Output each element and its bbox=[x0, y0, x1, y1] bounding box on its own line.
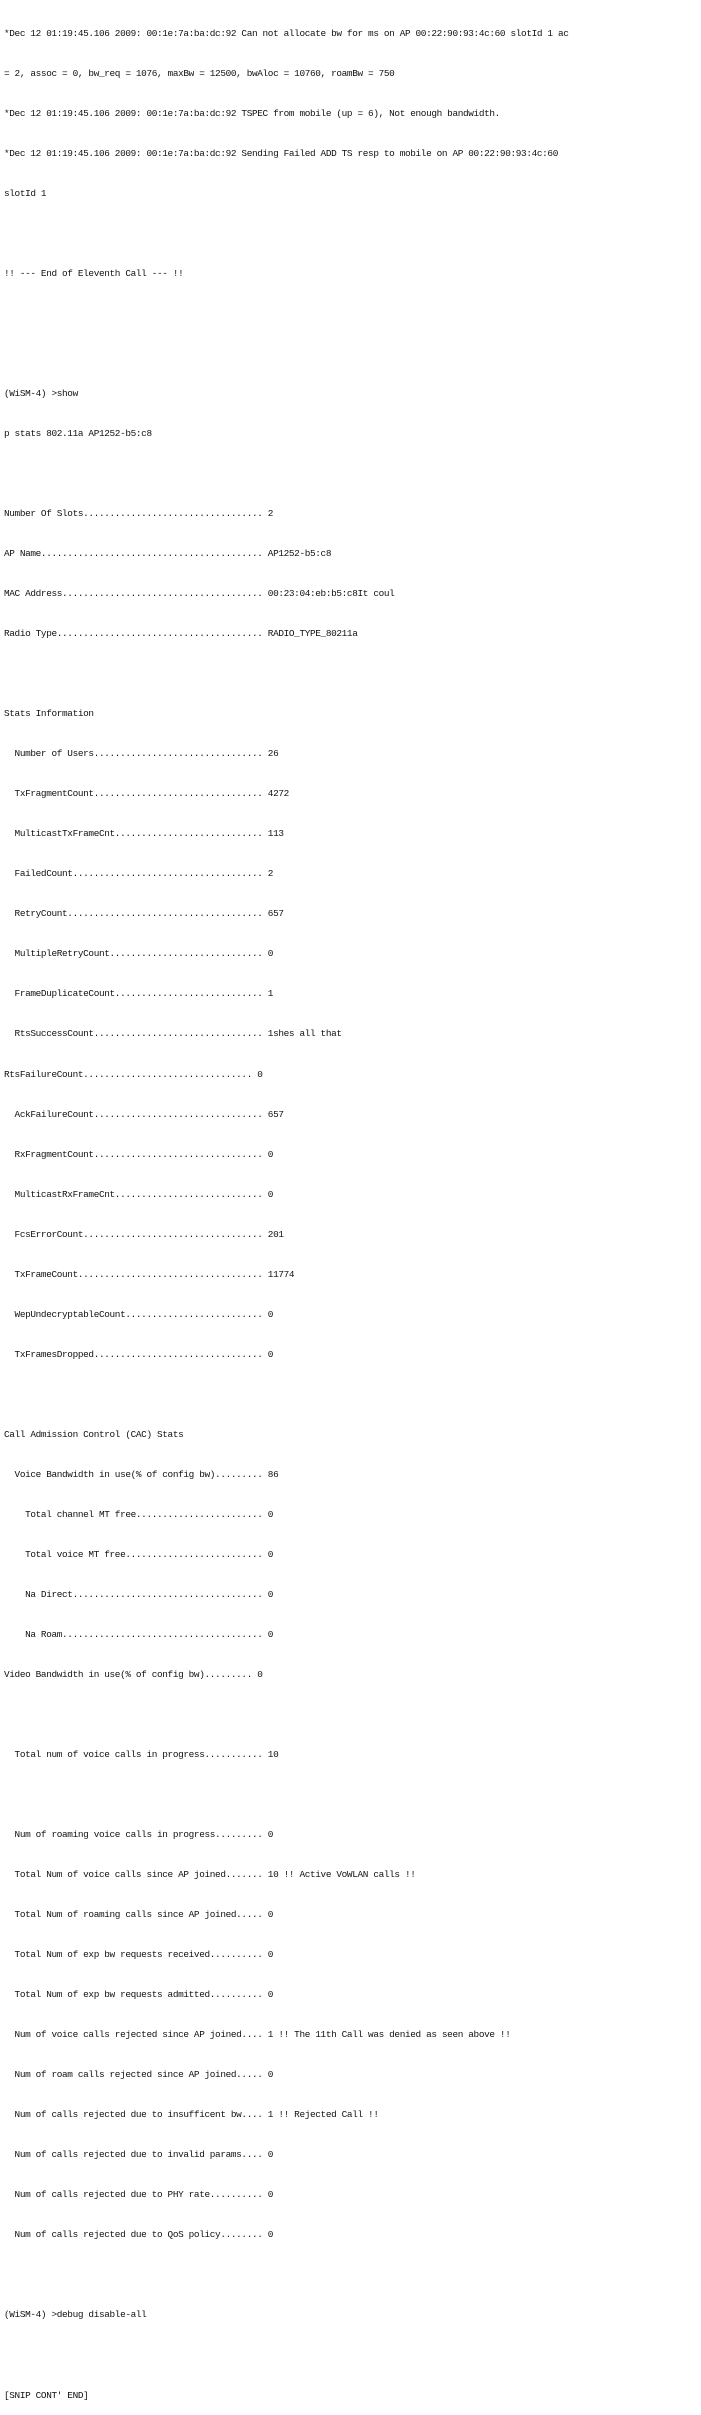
section-heading-stats: Stats Information bbox=[4, 708, 94, 720]
stat-row: Num of calls rejected due to QoS policy........ 0 bbox=[4, 2229, 274, 2241]
stat-row: Total Num of roaming calls since AP joined..... 0 bbox=[4, 1909, 274, 1921]
stat-row: Total Num of exp bw requests received.......... 0 bbox=[4, 1949, 274, 1961]
blank-line bbox=[4, 347, 701, 360]
stat-row: MultipleRetryCount............................. 0 bbox=[4, 948, 274, 960]
stat-row: Total Num of voice calls since AP joined....... 10 !! Active VoWLAN calls !! bbox=[4, 1869, 416, 1881]
stat-row: Num of calls rejected due to PHY rate.......... 0 bbox=[4, 2189, 274, 2201]
stat-row: Num of roaming voice calls in progress......... 0 bbox=[4, 1829, 274, 1841]
stat-row: RtsFailureCount................................ 0 bbox=[4, 1068, 263, 1080]
blank-line bbox=[4, 2349, 701, 2362]
stat-row: Voice Bandwidth in use(% of config bw)......... 86 bbox=[4, 1468, 279, 1480]
stat-row: FcsErrorCount.................................. 201 bbox=[4, 1228, 284, 1240]
stat-row: Num of roam calls rejected since AP joined..... 0 bbox=[4, 2069, 274, 2081]
stat-row: Total Num of exp bw requests admitted.......... 0 bbox=[4, 1989, 274, 2001]
stat-row: RxFragmentCount................................ 0 bbox=[4, 1148, 274, 1160]
terminal-output bbox=[4, 0, 701, 2415]
stat-row: Num of voice calls rejected since AP joined.... 1 !! The 11th Call was denied as seen above !! bbox=[4, 2029, 511, 2041]
stat-row-number-of-slots: Number Of Slots.................................. 2 bbox=[4, 508, 274, 520]
stat-row: RetryCount..................................... 657 bbox=[4, 908, 284, 920]
blank-line bbox=[4, 1788, 701, 1801]
stat-row: Video Bandwidth in use(% of config bw)......... 0 bbox=[4, 1668, 263, 1680]
stat-row: Num of calls rejected due to invalid params.... 0 bbox=[4, 2149, 274, 2161]
stat-row: Num of calls rejected due to insufficent bw.... 1 !! Rejected Call !! bbox=[4, 2109, 379, 2121]
blank-line bbox=[4, 227, 701, 240]
blank-line bbox=[4, 1388, 701, 1401]
stat-row: FailedCount.................................... 2 bbox=[4, 868, 274, 880]
blank-line bbox=[4, 1708, 701, 1721]
stat-row: RtsSuccessCount................................ 1shes all that bbox=[4, 1028, 342, 1040]
stat-row: AckFailureCount................................ 657 bbox=[4, 1108, 284, 1120]
blank-line bbox=[4, 2268, 701, 2281]
stat-row-mac-address: MAC Address...................................... 00:23:04:eb:b5:c8It coul bbox=[4, 588, 395, 600]
section-heading-cac: Call Admission Control (CAC) Stats bbox=[4, 1428, 184, 1440]
command-line: p stats 802.11a AP1252-b5:c8 bbox=[4, 428, 152, 439]
stat-row-radio-type: Radio Type....................................... RADIO_TYPE_80211a bbox=[4, 628, 358, 640]
stat-row: Total num of voice calls in progress........... 10 bbox=[4, 1749, 279, 1761]
stat-row: TxFramesDropped................................ 0 bbox=[4, 1348, 274, 1360]
stat-row: MulticastTxFrameCnt............................ 113 bbox=[4, 828, 284, 840]
blank-line bbox=[4, 307, 701, 320]
stat-row: Total voice MT free.......................... 0 bbox=[4, 1548, 274, 1560]
stat-row: Na Direct.................................... 0 bbox=[4, 1588, 274, 1600]
stat-row-ap-name: AP Name.......................................... AP1252-b5:c8 bbox=[4, 548, 332, 560]
stat-row: FrameDuplicateCount............................ 1 bbox=[4, 988, 274, 1000]
stat-row: TxFragmentCount................................ 4272 bbox=[4, 788, 289, 800]
section-comment: !! --- End of Eleventh Call --- !! bbox=[4, 267, 184, 279]
log-line: = 2, assoc = 0, bw_req = 1076, maxBw = 12500, bwAloc = 10760, roamBw = 750 bbox=[4, 67, 395, 79]
stat-row: WepUndecryptableCount.......................... 0 bbox=[4, 1308, 274, 1320]
stat-row: Number of Users................................ 26 bbox=[4, 748, 279, 760]
log-line: *Dec 12 01:19:45.106 2009: 00:1e:7a:ba:dc:92 TSPEC from mobile (up = 6), Not enough bandwidth. bbox=[4, 107, 500, 119]
snip-marker: [SNIP CONT' END] bbox=[4, 2389, 89, 2401]
log-line: *Dec 12 01:19:45.106 2009: 00:1e:7a:ba:dc:92 Can not allocate bw for ms on AP 00:22:90:93:4c:60 slotId 1 ac bbox=[4, 27, 569, 39]
stat-row: Na Roam...................................... 0 bbox=[4, 1628, 274, 1640]
blank-line bbox=[4, 667, 701, 680]
command-prompt: (WiSM-4) >debug disable-all bbox=[4, 2309, 147, 2321]
log-line: slotId 1 bbox=[4, 187, 47, 199]
stat-row: MulticastRxFrameCnt............................ 0 bbox=[4, 1188, 274, 1200]
blank-line bbox=[4, 467, 701, 480]
command-prompt: (WiSM-4) >show bbox=[4, 387, 78, 399]
stat-row: Total channel MT free........................ 0 bbox=[4, 1508, 274, 1520]
stat-row: TxFrameCount................................... 11774 bbox=[4, 1268, 295, 1280]
log-line: *Dec 12 01:19:45.106 2009: 00:1e:7a:ba:dc:92 Sending Failed ADD TS resp to mobile on AP 00:22:90:93:4c:60 bbox=[4, 147, 558, 159]
